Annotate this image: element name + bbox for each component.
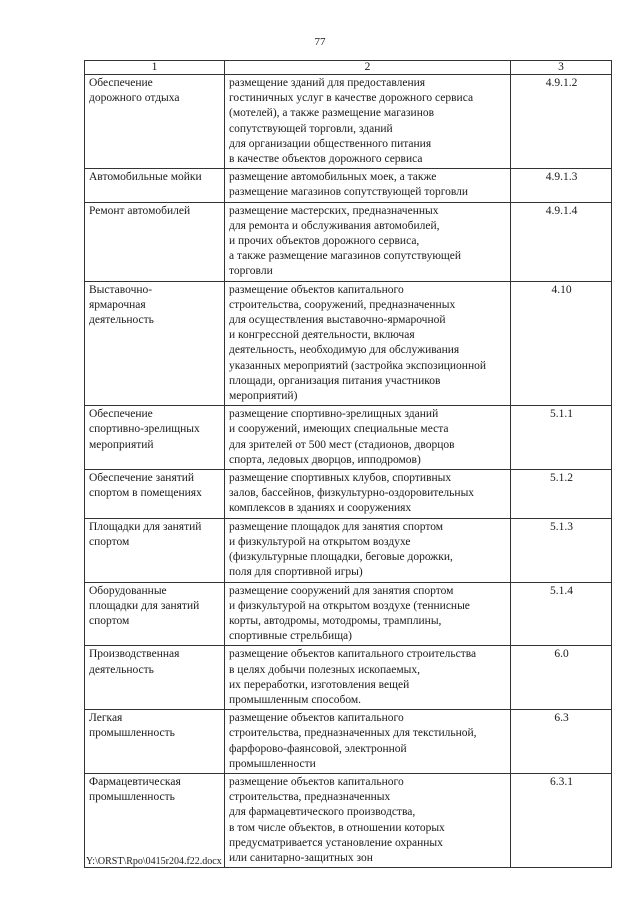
land-use-name-cell bbox=[85, 773, 225, 867]
land-use-description-line: для зрителей от 500 мест (стадионов, дворцов bbox=[229, 438, 455, 451]
land-use-code-cell: 5.1.3 bbox=[511, 518, 612, 582]
land-use-name-line: Оборудованные bbox=[89, 584, 167, 597]
land-use-description-line: для осуществления выставочно-ярмарочной bbox=[229, 314, 446, 327]
land-use-name-line: спортом bbox=[89, 535, 130, 548]
table-row bbox=[85, 470, 612, 519]
land-use-description-line: спорта, ледовых дворцов, ипподромов) bbox=[229, 453, 421, 466]
land-use-description-line: промышленным способом. bbox=[229, 693, 362, 706]
land-use-code-cell: 5.1.1 bbox=[511, 406, 612, 470]
land-use-description-cell bbox=[225, 582, 511, 646]
land-use-description-line: размещение сооружений для занятия спортом bbox=[229, 584, 454, 597]
land-use-description-cell bbox=[225, 518, 511, 582]
table-row bbox=[85, 773, 612, 867]
land-use-name-line: Ремонт автомобилей bbox=[89, 204, 191, 217]
land-use-description-cell bbox=[225, 646, 511, 710]
land-use-description-line: фарфорово-фаянсовой, электронной bbox=[229, 742, 407, 755]
land-use-code-cell: 6.3 bbox=[511, 710, 612, 774]
table-header-row bbox=[85, 61, 612, 75]
land-use-description-line: строительства, предназначенных для текстильной, bbox=[229, 727, 477, 740]
table-row bbox=[85, 710, 612, 774]
land-use-description-cell bbox=[225, 202, 511, 281]
land-use-description-line: размещение автомобильных моек, а также bbox=[229, 171, 437, 184]
land-use-code-cell: 4.9.1.4 bbox=[511, 202, 612, 281]
land-use-code-cell: 5.1.4 bbox=[511, 582, 612, 646]
land-use-description-line: для организации общественного питания bbox=[229, 137, 432, 150]
land-use-code-cell: 4.10 bbox=[511, 281, 612, 406]
land-use-description-line: для фармацевтического производства, bbox=[229, 806, 416, 819]
table-row bbox=[85, 202, 612, 281]
land-use-name-line: промышленность bbox=[89, 727, 175, 740]
land-use-description-line: мероприятий) bbox=[229, 390, 298, 403]
land-use-name-line: промышленность bbox=[89, 791, 175, 804]
land-use-description-line: размещение объектов капитального строительства bbox=[229, 648, 477, 661]
table-row bbox=[85, 518, 612, 582]
land-use-description-line: размещение спортивно-зрелищных зданий bbox=[229, 408, 439, 421]
land-use-name-line: спортивно-зрелищных bbox=[89, 423, 200, 436]
land-use-description-line: размещение объектов капитального bbox=[229, 712, 404, 725]
land-use-description-line: (физкультурные площадки, беговые дорожки, bbox=[229, 551, 453, 564]
land-use-description-line: сопутствующей торговли, зданий bbox=[229, 122, 393, 135]
land-use-description-line: размещение зданий для предоставления bbox=[229, 77, 426, 89]
land-use-description-line: предусматривается установление охранных bbox=[229, 836, 443, 849]
table-row bbox=[85, 646, 612, 710]
land-use-description-line: размещение объектов капитального bbox=[229, 775, 404, 788]
land-use-description-cell bbox=[225, 406, 511, 470]
land-use-name-line: Обеспечение занятий bbox=[89, 472, 195, 485]
land-use-description-line: их переработки, изготовления вещей bbox=[229, 678, 410, 691]
land-use-description-line: в том числе объектов, в отношении которых bbox=[229, 821, 445, 834]
land-use-description-line: размещение магазинов сопутствующей торговли bbox=[229, 186, 469, 199]
land-use-name-line: деятельность bbox=[89, 314, 154, 327]
land-use-description-cell bbox=[225, 169, 511, 202]
land-use-description-line: деятельность, необходимую для обслуживания bbox=[229, 344, 460, 357]
land-use-description-line: торговли bbox=[229, 265, 273, 278]
land-use-description-line: и конгрессной деятельности, включая bbox=[229, 329, 415, 342]
land-use-name-line: ярмарочная bbox=[89, 298, 146, 311]
column-header-2: 2 bbox=[225, 61, 511, 75]
land-use-name-line: Фармацевтическая bbox=[89, 775, 181, 788]
column-header-3: 3 bbox=[511, 61, 612, 75]
land-use-description-line: размещение мастерских, предназначенных bbox=[229, 204, 439, 217]
land-use-description-line: промышленности bbox=[229, 757, 316, 770]
land-use-name-cell bbox=[85, 470, 225, 519]
land-use-description-line: а также размещение магазинов сопутствующей bbox=[229, 250, 462, 263]
land-use-name-line: Площадки для занятий bbox=[89, 520, 202, 533]
land-use-description-cell bbox=[225, 710, 511, 774]
land-use-name-cell bbox=[85, 75, 225, 169]
land-use-name-line: Обеспечение bbox=[89, 408, 153, 421]
land-use-description-line: корты, автодромы, мотодромы, трамплины, bbox=[229, 614, 442, 627]
land-use-description-line: указанных мероприятий (застройка экспозиционной bbox=[229, 359, 487, 372]
table-row bbox=[85, 281, 612, 406]
land-use-code-cell: 6.3.1 bbox=[511, 773, 612, 867]
land-use-name-line: Обеспечение bbox=[89, 77, 153, 89]
land-use-description-line: и прочих объектов дорожного сервиса, bbox=[229, 235, 420, 248]
land-use-name-line: Выставочно- bbox=[89, 283, 153, 296]
land-use-description-line: залов, бассейнов, физкультурно-оздоровительных bbox=[229, 487, 475, 500]
land-use-name-line: мероприятий bbox=[89, 438, 154, 451]
land-use-description-cell bbox=[225, 281, 511, 406]
table-row bbox=[85, 582, 612, 646]
land-use-name-line: Производственная bbox=[89, 648, 180, 661]
land-use-name-line: деятельность bbox=[89, 663, 154, 676]
land-use-name-line: Легкая bbox=[89, 712, 123, 725]
land-use-name-cell bbox=[85, 169, 225, 202]
land-use-description-line: и физкультурой на открытом воздухе (теннисные bbox=[229, 599, 470, 612]
land-use-description-cell bbox=[225, 470, 511, 519]
land-use-name-line: дорожного отдыха bbox=[89, 92, 180, 105]
land-use-description-line: размещение спортивных клубов, спортивных bbox=[229, 472, 452, 485]
land-use-description-line: поля для спортивной игры) bbox=[229, 566, 363, 579]
land-use-code-cell: 4.9.1.3 bbox=[511, 169, 612, 202]
land-use-name-cell bbox=[85, 202, 225, 281]
table-row bbox=[85, 169, 612, 202]
land-use-name-line: площадки для занятий bbox=[89, 599, 200, 612]
land-use-code-cell: 6.0 bbox=[511, 646, 612, 710]
land-use-name-cell bbox=[85, 646, 225, 710]
land-use-description-line: или санитарно-защитных зон bbox=[229, 851, 373, 864]
land-use-description-line: в качестве объектов дорожного сервиса bbox=[229, 153, 423, 166]
table-row bbox=[85, 75, 612, 169]
land-use-description-line: (мотелей), а также размещение магазинов bbox=[229, 107, 435, 120]
land-use-table bbox=[84, 60, 612, 868]
land-use-name-cell bbox=[85, 281, 225, 406]
land-use-description-line: строительства, сооружений, предназначенных bbox=[229, 298, 456, 311]
land-use-description-line: спортивные стрельбища) bbox=[229, 630, 352, 643]
land-use-code-cell: 4.9.1.2 bbox=[511, 75, 612, 169]
land-use-description-line: площади, организация питания участников bbox=[229, 374, 441, 387]
land-use-name-cell bbox=[85, 582, 225, 646]
file-path-footer: Y:\ORST\Rpo\0415r204.f22.docx bbox=[86, 856, 222, 867]
land-use-name-line: спортом в помещениях bbox=[89, 487, 202, 500]
page-number: 77 bbox=[314, 36, 326, 48]
table-body bbox=[85, 75, 612, 868]
land-use-description-line: комплексов в зданиях и сооружениях bbox=[229, 502, 412, 515]
land-use-name-cell bbox=[85, 518, 225, 582]
land-use-name-cell bbox=[85, 710, 225, 774]
land-use-description-line: и сооружений, имеющих специальные места bbox=[229, 423, 449, 436]
land-use-description-line: и физкультурой на открытом воздухе bbox=[229, 535, 411, 548]
land-use-description-line: размещение объектов капитального bbox=[229, 283, 404, 296]
land-use-description-line: в целях добычи полезных ископаемых, bbox=[229, 663, 420, 676]
land-use-name-cell bbox=[85, 406, 225, 470]
land-use-description-line: строительства, предназначенных bbox=[229, 791, 391, 804]
land-use-description-line: для ремонта и обслуживания автомобилей, bbox=[229, 219, 440, 232]
land-use-name-line: Автомобильные мойки bbox=[89, 171, 202, 184]
land-use-code-cell: 5.1.2 bbox=[511, 470, 612, 519]
land-use-description-line: гостиничных услуг в качестве дорожного сервиса bbox=[229, 92, 474, 105]
column-header-1: 1 bbox=[85, 61, 225, 75]
land-use-description-cell bbox=[225, 773, 511, 867]
land-use-description-cell bbox=[225, 75, 511, 169]
land-use-name-line: спортом bbox=[89, 614, 130, 627]
land-use-description-line: размещение площадок для занятия спортом bbox=[229, 520, 444, 533]
table-row bbox=[85, 406, 612, 470]
